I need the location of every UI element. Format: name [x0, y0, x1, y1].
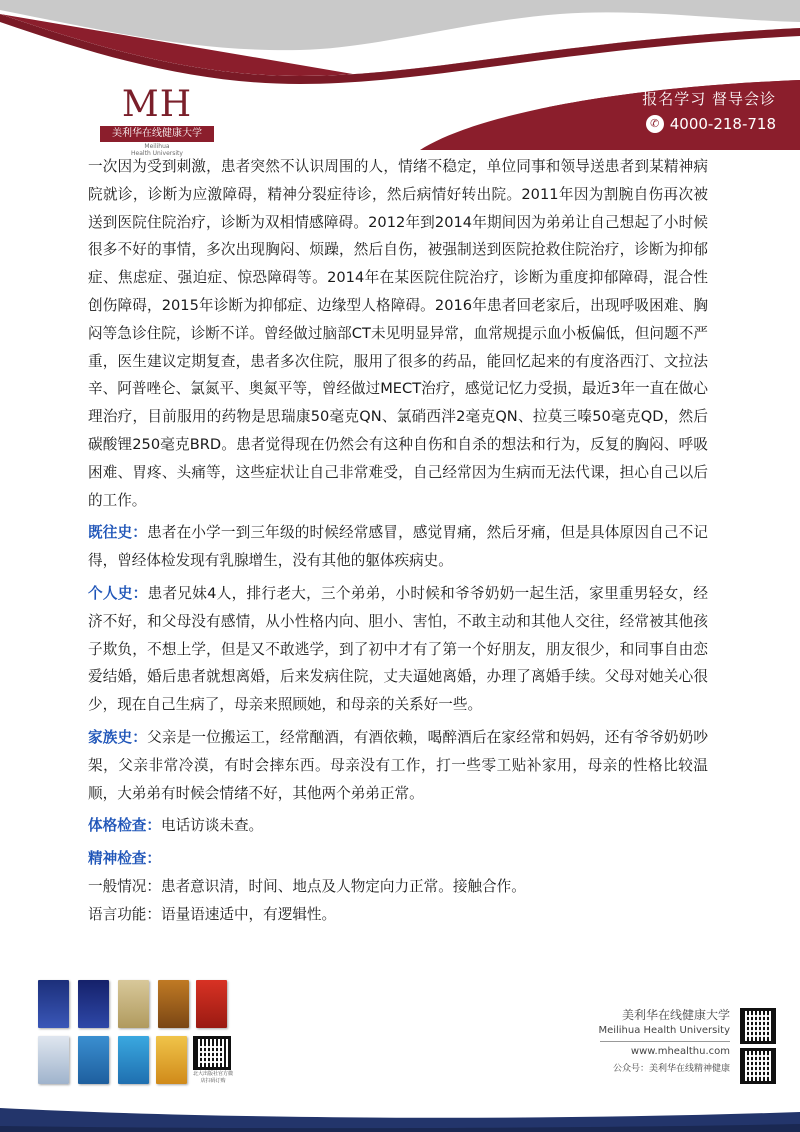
book-cover: [196, 980, 227, 1028]
book-cover: [118, 980, 149, 1028]
paragraph-general-condition: [88, 873, 708, 901]
paragraph-family-history: [88, 724, 708, 807]
footer-wechat: 公众号：美利华在线精神健康: [612, 1064, 730, 1074]
paragraph-text: 患者在小学一到三年级的时候经常感冒，感觉胃痛，然后牙痛，但是具体原因自己不记得，曾经体检发现有乳腺增生，没有其他的躯体疾病史。: [88, 524, 708, 570]
paragraph-personal-history: [88, 580, 708, 719]
paragraph-mental-exam: [88, 845, 708, 873]
header-phone: [642, 115, 776, 133]
paragraph-physical-exam: [88, 812, 708, 840]
header-contact: [642, 88, 776, 133]
book-cover: [78, 1036, 109, 1084]
footer-org-name: 美利华在线健康大学: [621, 1008, 730, 1022]
footer-website[interactable]: www.mhealthu.com: [630, 1046, 730, 1057]
qr-code-wechat: [740, 1048, 776, 1084]
footer-band: [0, 1108, 800, 1132]
section-label: 体格检查：: [88, 817, 161, 835]
paragraph-language-function: [88, 901, 708, 929]
paragraph-history: [88, 153, 708, 514]
book-cover: [78, 980, 109, 1028]
book-cover: [38, 1036, 69, 1084]
paragraph-past-history: [88, 519, 708, 575]
paragraph-text: 一般情况：患者意识清，时间、地点及人物定向力正常。接触合作。: [88, 877, 526, 895]
section-label: 家族史：: [88, 728, 148, 746]
paragraph-text: 语言功能：语量语速适中，有逻辑性。: [88, 905, 337, 923]
paragraph-text: 一次因为受到刺激，患者突然不认识周围的人，情绪不稳定，单位同事和领导送患者到某精神病院就诊，诊断为应激障碍，精神分裂症待诊，然后病情好转出院。2011年因为割腕自伤再次被送到医院住院治疗，诊断为双相情感障碍。2012年到2014年期间因为弟弟让自己想起了小时候很多不好的事情，多次出现胸闷、烦躁，然后自伤，被强制送到医院抢救住院治疗，诊断为抑郁症、焦虑症、强迫症、惊恐障碍等。2014年在某医院住院治疗，诊断为重度抑郁障碍，混合性创伤障碍，2015年诊断为抑郁症、边缘型人格障碍。2016年患者回老家后，出现呼吸困难、胸闷等急诊住院，诊断不详。曾经做过脑部CT未见明显异常，血常规提示血小板偏低，但问题不严重，医生建议定期复查，患者多次住院，服用了很多的药品，能回忆起来的有度洛西汀、文拉法辛、阿普唑仑、氯氮平、奥氮平等，曾经做过MECT治疗，感觉记忆力受损，最近3年一直在做心理治疗，目前服用的药物是思瑞康50毫克QN、氯硝西泮2毫克QN、拉莫三嗪50毫克QD，然后碳酸锂250毫克BRD。患者觉得现在仍然会有这种自伤和自杀的想法和行为，反复的胸闷、呼吸困难、胃疼、头痛等，这些症状让自己非常难受，自己经常因为生病而无法代课，担心自己以后的工作。: [88, 158, 708, 509]
header-slogan: 报名学习 督导会诊: [642, 90, 776, 108]
book-cover: [118, 1036, 149, 1084]
qr-caption: 北大出版社官方微店扫码订购: [193, 1071, 234, 1084]
logo-ribbon: 美利华在线健康大学: [100, 126, 214, 142]
section-label: 既往史：: [88, 524, 148, 542]
qr-code-shop: [193, 1036, 231, 1070]
footer-org-english: Meilihua Health University: [598, 1025, 730, 1036]
book-cover: [158, 980, 189, 1028]
book-cover: [38, 980, 69, 1028]
brand-logo: [96, 78, 218, 158]
phone-icon: ✆: [646, 115, 664, 133]
footer-divider: [600, 1041, 730, 1042]
phone-number: 4000-218-718: [669, 115, 776, 133]
paragraph-text: 患者兄妹4人，排行老大，三个弟弟，小时候和爷爷奶奶一起生活，家里重男轻女，经济不好，和父母没有感情，从小性格内向、胆小、害怕，不敢主动和其他人交往，经常被其他孩子欺负，不想上学，但是又不敢逃学，到了初中才有了第一个好朋友，朋友很少，和同事自由恋爱结婚，婚后患者就想离婚，后来发病住院，丈夫逼她离婚，办理了离婚手续。父母对她关心很少，现在自己生病了，母亲来照顾她，和母亲的关系好一些。: [88, 584, 708, 714]
logo-subtitle: Meilihua Health University: [131, 143, 183, 157]
section-label: 个人史：: [88, 584, 148, 602]
section-label: 精神检查：: [88, 850, 161, 868]
qr-code-website: [740, 1008, 776, 1044]
case-report-text: [88, 153, 708, 929]
paragraph-text: 电话访谈未查。: [160, 817, 264, 835]
paragraph-text: 父亲是一位搬运工，经常酗酒，有酒依赖，喝醉酒后在家经常和妈妈，还有爷爷奶奶吵架，父亲非常冷漠，有时会摔东西。母亲没有工作，打一些零工贴补家用，母亲的性格比较温顺，大弟弟有时候会情绪不好，其他两个弟弟正常。: [88, 728, 708, 802]
footer-info: [598, 1006, 730, 1074]
logo-mark: MH: [121, 84, 193, 125]
book-cover: [156, 1036, 187, 1084]
